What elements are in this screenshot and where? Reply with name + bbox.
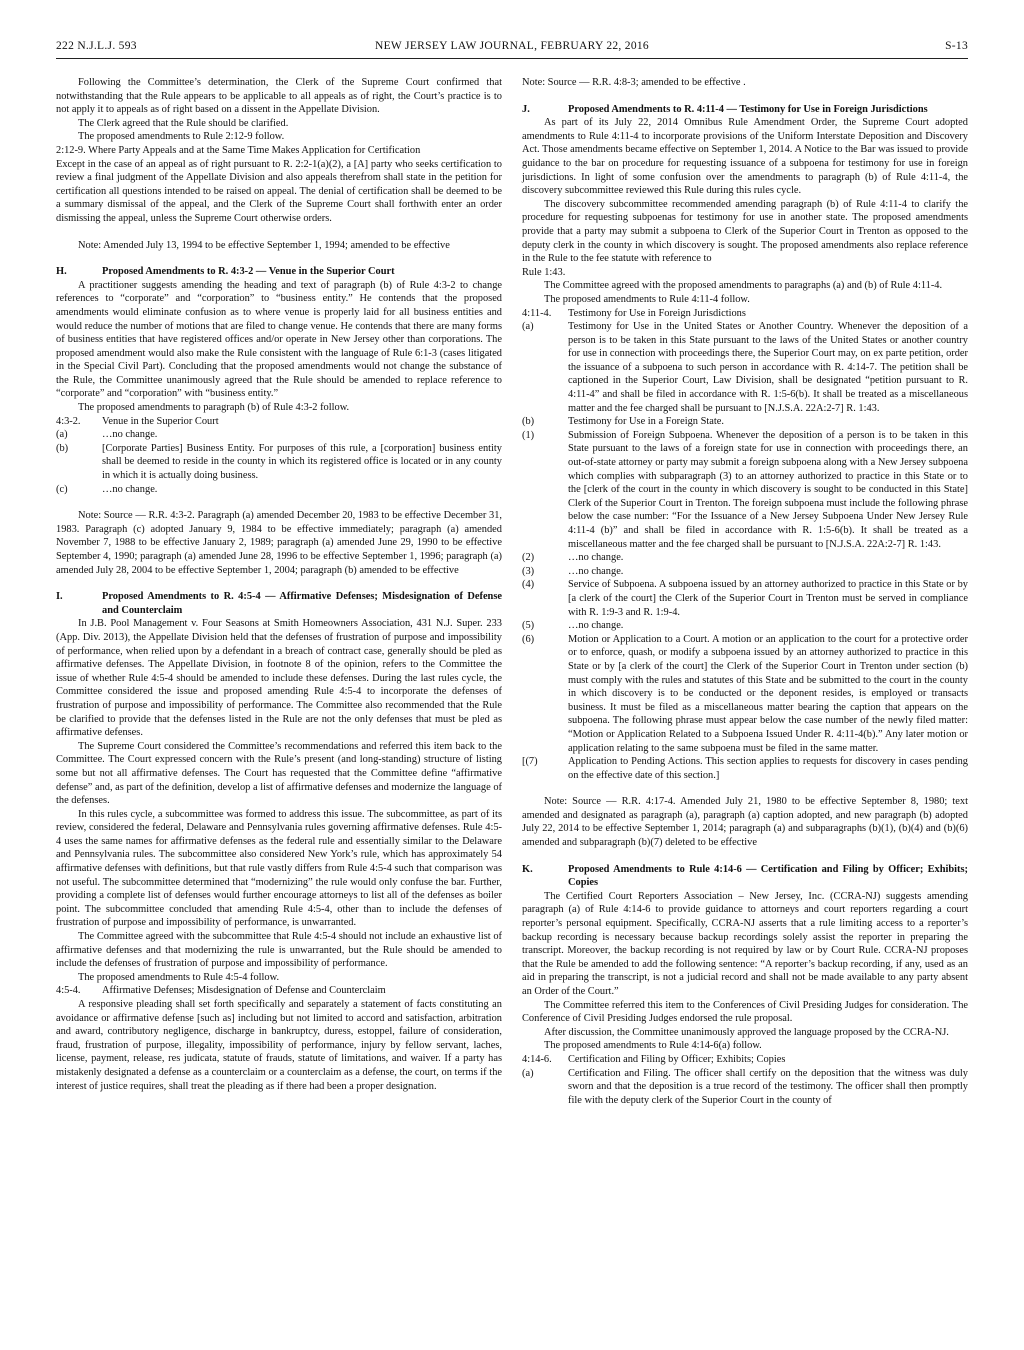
rule-heading: 2:12-9. Where Party Appeals and at the Same Time Makes Application for Certification bbox=[56, 144, 421, 156]
item-text: Certification and Filing. The officer shall certify on the deposition that the witness was duly sworn and that the deposition is a true record of the testimony. The officer shall then promptly file with the deputy clerk of the Superior Court in the county of bbox=[568, 1067, 968, 1106]
item-text: …no change. bbox=[568, 620, 624, 632]
paragraph: A practitioner suggests amending the heading and text of paragraph (b) of Rule 4:3-2 to change references to “corporate” and “corporation” to “business entity.” He contends that the proposed amendments would eliminate confusion as to where venue is properly laid for all business entities and would reduce the number of motions that are filed to change venue. He contends that there are many forms of business entities that have registered offices and/or operate in New Jersey other than corporations. The proposed amendment would also make the Rule consistent with the language of Rule 6:1-3 (cases litigated in the Special Civil Part). Concluding that the proposed amendments would not change the substance of the Rule, the Committee unanimously agreed that the Rule should be amended to replace reference to “corporate” and “corporation” with “business entity.” bbox=[56, 279, 502, 400]
header-page-number: S-13 bbox=[945, 40, 968, 52]
item-label: [(7) bbox=[522, 756, 538, 768]
rule-item bbox=[56, 483, 502, 497]
paragraph: The discovery subcommittee recommended amending paragraph (b) of Rule 4:11-4 to clarify the procedure for requesting subpoenas for testimony for use in another state. The proposed amendments provide that a party may submit a subpoena to Clerk of the Superior Court in Trenton as opposed to the deputy clerk in the county in which discovery is sought. The proposed amendments also replace reference in the Rule to the fee statute with reference to bbox=[522, 198, 968, 265]
paragraph: In J.B. Pool Management v. Four Seasons at Smith Homeowners Association, 431 N.J. Super. 233 (App. Div. 2013), the Appellate Division held that the defenses of frustration of purpose and impossibility of performance, when relied upon by a defendant in a breach of contract case, generally should be pled as affirmative defenses. The Appellate Division, in footnote 8 of the opinion, refers to the Committee the issue of whether Rule 4:5-4 should be amended to include these defenses. During the last rules cycle, the Committee considered the issue and proposed amending Rule 4:5-4 to incorporate the defenses of frustration of purpose and impossibility of performance. The Committee also recommended that the Rule be clarified to provide that the defenses listed in the Rule are not the only defenses that must be pled as affirmative defenses. bbox=[56, 618, 502, 739]
item-label: (a) bbox=[522, 321, 534, 333]
item-label: (1) bbox=[522, 429, 535, 441]
rule-number: 4:14-6. bbox=[522, 1053, 552, 1065]
section-title: Proposed Amendments to Rule 4:14-6 — Certification and Filing by Officer; Exhibits; Copies bbox=[568, 863, 968, 889]
rule-item bbox=[522, 633, 968, 755]
rule-number: 4:5-4. bbox=[56, 985, 81, 997]
rule-text: A responsive pleading shall set forth specifically and separately a statement of facts constituting an avoidance or affirmative defense [such as] including but not limited to accord and satisfaction, arbitration and award, contributory negligence, discharge in bankruptcy, duress, estoppel, failure of consideration, fraud, frustration of purpose, illegality, impossibility of performance, injury by fellow servant, laches, license, payment, release, res judicata, statute of frauds, statute of limitations, and waiver. If a party has mistakenly designated a defense as a counterclaim or a counterclaim as a defense, the court, on terms if the interest of justice requires, shall treat the pleading as if there had been a proper designation. bbox=[56, 999, 502, 1092]
source-note: Note: Source — R.R. 4:8-3; amended to be effective . bbox=[522, 77, 746, 88]
item-label: (3) bbox=[522, 565, 535, 577]
item-label: (b) bbox=[522, 416, 535, 428]
paragraph: The proposed amendments to paragraph (b) of Rule 4:3-2 follow. bbox=[78, 402, 350, 414]
paragraph: After discussion, the Committee unanimously approved the language proposed by the CCRA-NJ. bbox=[544, 1026, 949, 1038]
item-label: (6) bbox=[522, 633, 535, 645]
item-text: Testimony for Use in the United States or Another Country. Whenever the deposition of a person is to be taken in this State pursuant to the laws of the United States or another country for use in connection with proceedings there, the Superior Court may, on ex parte petition, order the issuance of a subpoena to such person in accordance with R. 4:14-7. The petition shall be captioned in the Superior Court, Law Division, shall be designated “petition pursuant to R. 4:11-4” and shall be filed in accordance with R. 1:5-6(b). It shall be treated as a miscellaneous matter and the fee charged shall be pursuant to [N.J.S.A. 22A:2-7] R. 1:43. bbox=[568, 321, 968, 414]
rule-item bbox=[522, 415, 968, 429]
item-text: …no change. bbox=[568, 552, 624, 564]
paragraph: The Committee agreed with the subcommittee that Rule 4:5-4 should not include an exhaustive list of affirmative defenses and that modernizing the rule is unwarranted, but the Rule should be amended to include the defenses of frustration of purpose and impossibility of performance. bbox=[56, 931, 502, 970]
section-title: Proposed Amendments to R. 4:5-4 — Affirmative Defenses; Misdesignation of Defense and Counterclaim bbox=[102, 591, 502, 616]
item-text: …no change. bbox=[102, 483, 158, 495]
paragraph: As part of its July 22, 2014 Omnibus Rule Amendment Order, the Supreme Court adopted amendments to Rule 4:11-4 to incorporate provisions of the Uniform Interstate Deposition and Discovery Act. Those amendments became effective on September 1, 2014. A Notice to the Bar was issued to provide guidance to the bar on procedure for requesting issuance of a subpoena for testimony for use in foreign jurisdictions. In light of some confusion over the amendments to paragraph (b) of Rule 4:11-4, the discovery subcommittee reviewed this Rule during this rules cycle. bbox=[522, 117, 968, 197]
rule-title: Venue in the Superior Court bbox=[102, 415, 219, 427]
section-heading-h bbox=[56, 265, 502, 279]
running-header bbox=[56, 40, 968, 58]
item-text: …no change. bbox=[568, 565, 624, 577]
paragraph: The proposed amendments to Rule 4:14-6(a) follow. bbox=[544, 1040, 762, 1052]
rule-item bbox=[522, 578, 968, 619]
section-label: H. bbox=[56, 266, 67, 278]
rule-heading bbox=[522, 1053, 968, 1067]
right-column bbox=[522, 76, 968, 1107]
rule-item bbox=[56, 442, 502, 483]
section-heading-i bbox=[56, 590, 502, 617]
paragraph: The Committee agreed with the proposed amendments to paragraphs (a) and (b) of Rule 4:11-4. bbox=[544, 280, 943, 292]
source-note: Note: Source — R.R. 4:17-4. Amended July 21, 1980 to be effective September 8, 1980; text amended and designated as paragraph (a), paragraph (a) caption adopted, and new paragraph (b) adopted July 22, 2014 to be effective September 1, 2014; paragraph (a) and subparagraphs (b)(1), (b)(4) and (b)(6) amended and subparagraph (b)(7) deleted to be effective bbox=[522, 796, 968, 849]
section-title: Proposed Amendments to R. 4:11-4 — Testimony for Use in Foreign Jurisdictions bbox=[568, 103, 928, 115]
section-title: Proposed Amendments to R. 4:3-2 — Venue in the Superior Court bbox=[102, 266, 395, 278]
item-text: Submission of Foreign Subpoena. Whenever the deposition of a person is to be taken in this State pursuant to the laws of a foreign state for use in connection with proceedings there, an out-of-state attorney or party may submit a foreign subpoena along with a New Jersey subpoena which complies with subparagraph (3) to an attorney authorized to practice in this State or to the [clerk of the court in the county in which discovery is sought to be conducted in this State] Clerk of the Superior Court in Trenton. The foreign subpoena must include the following phrase below the case number: “For the Issuance of a New Jersey Subpoena Under New Jersey Rule 4:11-4 (b)” and shall be filed in accordance with R. 1:5-6(b). It shall be treated as a miscellaneous matter and the fee charged shall be pursuant to [N.J.S.A. 22A:2-7] R. 1:43. bbox=[568, 429, 968, 550]
item-text: [Corporate Parties] Business Entity. For purposes of this rule, a [corporation] business entity shall be deemed to reside in the county in which its registered office is located or in any county in which it is actually doing business. bbox=[102, 442, 502, 482]
rule-item bbox=[522, 1067, 968, 1108]
rule-title: Affirmative Defenses; Misdesignation of Defense and Counterclaim bbox=[102, 985, 386, 997]
paragraph: Rule 1:43. bbox=[522, 266, 566, 278]
item-label: (a) bbox=[56, 429, 68, 441]
item-label: (b) bbox=[56, 442, 69, 454]
section-label: J. bbox=[522, 103, 530, 115]
rule-number: 4:3-2. bbox=[56, 415, 81, 427]
header-rule bbox=[56, 58, 968, 59]
rule-text: Except in the case of an appeal as of right pursuant to R. 2:2-1(a)(2), a [A] party who seeks certification to review a final judgment of the Appellate Division and also appeals therefrom shall state in the petition for certification all questions intended to be raised on appeal. The denial of certification shall be deemed to be a summary dismissal of the appeal, and the Clerk of the Supreme Court shall forthwith enter an order dismissing the appeal, unless the Supreme Court otherwise orders. bbox=[56, 158, 502, 224]
source-note: Note: Amended July 13, 1994 to be effective September 1, 1994; amended to be effective bbox=[78, 239, 450, 251]
item-text: Testimony for Use in a Foreign State. bbox=[568, 416, 724, 428]
source-note: Note: Source — R.R. 4:3-2. Paragraph (a) amended December 20, 1983 to be effective December 31, 1983. Paragraph (c) adopted January 9, 1984 to be effective immediately; paragraph (a) amended November 7, 1988 to be effective January 2, 1989; paragraph (a) amended June 29, 1990 to be effective September 4, 1990; paragraph (a) amended June 28, 1996 to be effective September 1, 1996; paragraph (a) amended July 28, 2004 to be effective September 1, 2004; paragraph (b) amended to be effective bbox=[56, 510, 502, 576]
item-text: Service of Subpoena. A subpoena issued by an attorney authorized to practice in this State or by [a clerk of the court] the Clerk of the Superior Court in Trenton must be served in compliance with R. 1:9-3 and R. 1:9-4. bbox=[568, 579, 968, 618]
rule-heading bbox=[56, 415, 502, 429]
left-column bbox=[56, 76, 502, 1093]
section-heading-j bbox=[522, 103, 968, 117]
paragraph: The Supreme Court considered the Committee’s recommendations and referred this item back to the Committee. The Court expressed concern with the Rule’s present (and long-standing) structure of listing some but not all affirmative defenses. The Court has requested that the Committee define “affirmative defense” and, as part of the definition, develop a list of affirmative defenses and modernize the language of the defenses. bbox=[56, 740, 502, 807]
item-label: (5) bbox=[522, 620, 535, 632]
header-publication: NEW JERSEY LAW JOURNAL, FEBRUARY 22, 2016 bbox=[375, 40, 649, 52]
paragraph: The proposed amendments to Rule 4:11-4 follow. bbox=[544, 293, 750, 305]
rule-item bbox=[522, 755, 968, 782]
rule-item bbox=[522, 619, 968, 633]
item-label: (a) bbox=[522, 1067, 534, 1079]
section-heading-k bbox=[522, 863, 968, 890]
paragraph: The Clerk agreed that the Rule should be clarified. bbox=[78, 117, 289, 129]
rule-item bbox=[522, 565, 968, 579]
rule-number: 4:11-4. bbox=[522, 307, 552, 319]
rule-item bbox=[56, 428, 502, 442]
item-text: Motion or Application to a Court. A motion or an application to the court for a protective order or to enforce, quash, or modify a subpoena issued by an attorney authorized to practice in this State or by [a clerk of the court] the Clerk of the Superior Court in Trenton under section (b) must comply with the rules and statutes of this State and be submitted to the court in the county in which discovery is to be conducted or the deponent resides, is employed or transacts business. It must be filed as a miscellaneous matter bearing the caption that appears on the subpoena. The following phrase must appear below the case number of the newly filed matter: “Motion or Application Related to a Subpoena Issued Under R. 4:11-4(b).” Any later motion or application relating to the same subpoena must be filed in the same matter. bbox=[568, 633, 968, 754]
header-citation: 222 N.J.L.J. 593 bbox=[56, 40, 137, 52]
rule-title: Testimony for Use in Foreign Jurisdictions bbox=[568, 307, 746, 319]
item-text: Application to Pending Actions. This section applies to requests for discovery in cases pending on the effective date of this section.] bbox=[568, 756, 968, 781]
rule-item bbox=[522, 320, 968, 415]
rule-item bbox=[522, 551, 968, 565]
item-label: (c) bbox=[56, 483, 68, 495]
rule-title: Certification and Filing by Officer; Exhibits; Copies bbox=[568, 1053, 786, 1065]
rule-item bbox=[522, 429, 968, 551]
item-label: (4) bbox=[522, 579, 535, 591]
paragraph: The proposed amendments to Rule 4:5-4 follow. bbox=[78, 971, 280, 983]
section-label: I. bbox=[56, 591, 63, 603]
item-label: (2) bbox=[522, 552, 535, 564]
paragraph: The proposed amendments to Rule 2:12-9 follow. bbox=[78, 131, 285, 143]
paragraph: The Certified Court Reporters Association – New Jersey, Inc. (CCRA-NJ) suggests amending paragraph (a) of Rule 4:14-6 to provide guidance to attorneys and court reporters regarding a court reporter’s personal equipment. Specifically, CCRA-NJ asserts that a rule limiting access to a reporter’s backup recording is necessary because backup recordings solely assist the reporter in preparing the transcript. Moreover, the backup recording is not required by law or by Court Rule. CCRA-NJ proposes that the Rule be amended to add the following sentence: “A reporter’s backup recording, if any, used as an aid in preparing the transcript, is not a judicial record and shall not be made available to any party absent an Order of the Court.” bbox=[522, 890, 968, 997]
paragraph: In this rules cycle, a subcommittee was formed to address this issue. The subcommittee, as part of its review, considered the federal, Delaware and Pennsylvania rules governing affirmative defenses. Rule 4:5-4 uses the same names for affirmative defenses as the federal rule and essentially similar to the Delaware and Pennsylvania rules. The subcommittee also considered New York’s rule, which has approximately 54 affirmative defenses with definitions, but that rule vastly differs from Rule 4:5-4 such that comparison was not useful. The subcommittee determined that “modernizing” the rule would only confuse the bar. Further, providing a complete list of defenses would further encourage attorneys to list all of the defenses as boiler point. The subcommittee concluded that amending Rule 4:5-4, other than to include the defenses of frustration of purpose and impossibility of performance, is unwarranted. bbox=[56, 808, 502, 929]
section-label: K. bbox=[522, 863, 533, 875]
paragraph: The Committee referred this item to the Conferences of Civil Presiding Judges for consideration. The Conference of Civil Presiding Judges endorsed the rule proposal. bbox=[522, 999, 968, 1025]
rule-heading bbox=[522, 307, 968, 321]
item-text: …no change. bbox=[102, 429, 158, 441]
paragraph: Following the Committee’s determination, the Clerk of the Supreme Court confirmed that notwithstanding that the Rule appears to be applicable to all appeals as of right, the Court’s practice is to not apply it to appeals as of right based on a dissent in the Appellate Division. bbox=[56, 77, 502, 116]
rule-heading bbox=[56, 984, 502, 998]
